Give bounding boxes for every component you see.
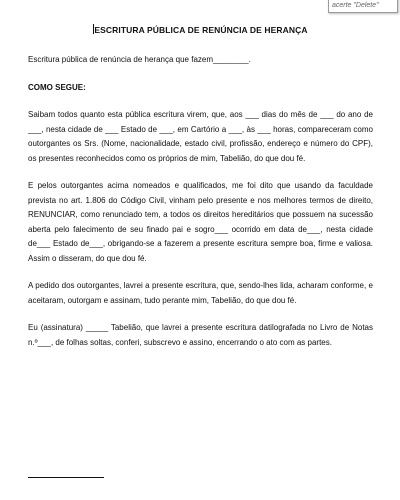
- document-title: ESCRITURA PÚBLICA DE RENÚNCIA DE HERANÇA: [94, 25, 308, 35]
- paragraph-renunciation: E pelos outorgantes acima nomeados e qualificados, me foi dito que usando da faculdade prevista no art. 1.806 do Código Civil, vinham pelo presente e nos melhores termos de direito, RENUNCIAR, como renunciado tem, a todos os direitos hereditários que possuem na sucessão aberta pelo falecimento de seu finado pai e sogro___ ocorrido em data de___, nesta cidade de___ Estado de___, obrigando-se a fazerem a presente escritura sempre boa, firme e valiosa. Assim o disseram, do que dou fé.: [28, 181, 373, 263]
- document-page[interactable]: [28, 24, 373, 363]
- document-intro: Escritura pública de renúncia de herança que fazem________.: [28, 55, 251, 64]
- section-label: COMO SEGUE:: [28, 82, 86, 92]
- signature-line: [28, 477, 104, 478]
- paragraph-reading: A pedido dos outorgantes, lavrei a presente escritura, que, sendo-lhes lida, acharam conforme, e aceitaram, outorgam e assinam, tudo perante mim, Tabelião, do que dou fé.: [28, 281, 373, 305]
- document-title-row: [28, 24, 373, 35]
- hint-tooltip: [328, 0, 398, 13]
- paragraph-closing: Eu (assinatura) _____ Tabelião, que lavrei a presente escritura datilografada no Livro de Notas n.º___, de folhas soltas, conferi, subscrevo e assino, encerrando o ato com as partes.: [28, 323, 373, 347]
- hint-tooltip-line-2: acerte "Delete": [332, 2, 379, 9]
- paragraph-qualification: Saibam todos quanto esta pública escritura virem, que, aos ___ dias do mês de ___ do ano de ___, nesta cidade de ___ Estado de ___, em Cartório a ___, às ___ horas, compareceram como outorgantes os Srs. (Nome, nacionalidade, estado civil, profissão, endereço e número do CPF), os presentes reconhecidos como os próprios de mim, Tabelião, do que dou fé.: [28, 110, 373, 163]
